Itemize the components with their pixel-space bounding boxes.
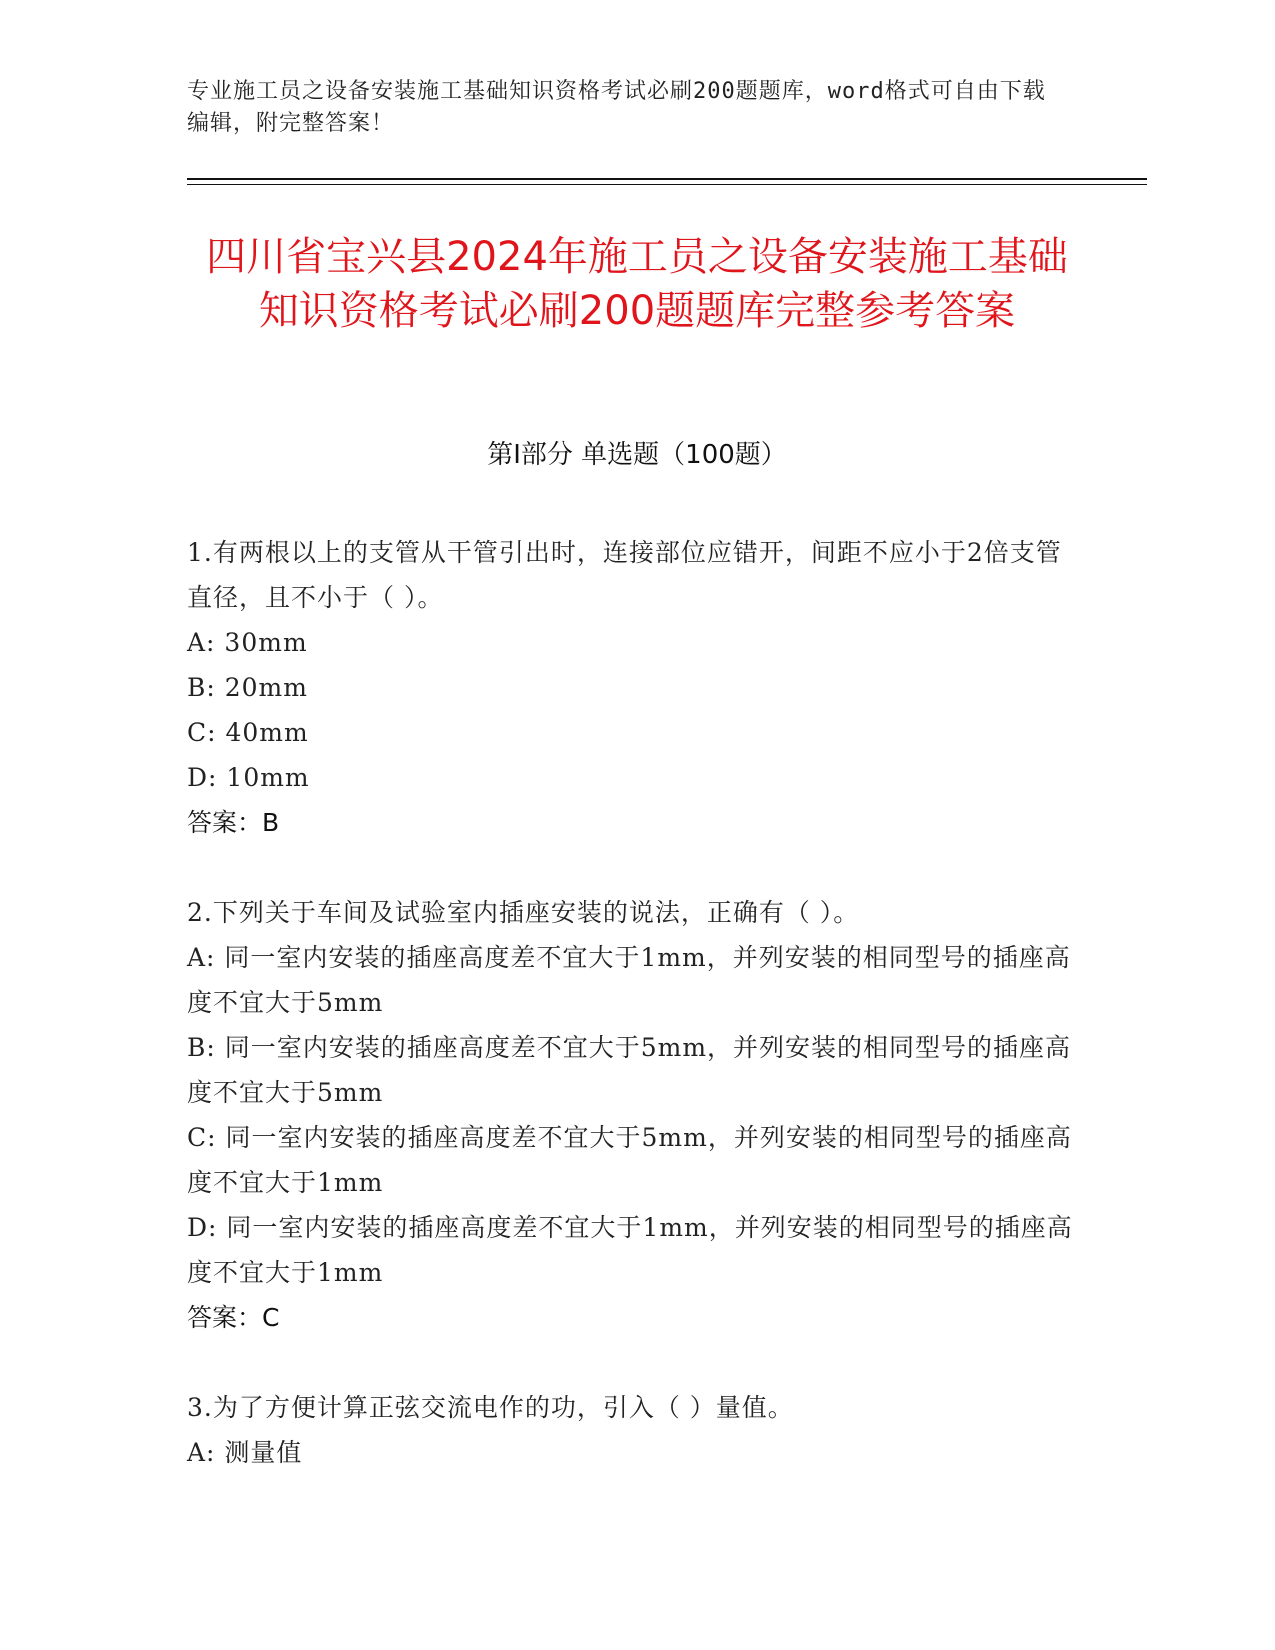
document-title: 四川省宝兴县2024年施工员之设备安装施工基础知识资格考试必刷200题题库完整参考答案 [206, 234, 1068, 334]
question-stem: 1.有两根以上的支管从干管引出时，连接部位应错开，间距不应小于2倍支管直径，且不小于（ ）。 [187, 538, 1062, 612]
question-list [187, 530, 1087, 1520]
answer-line: 答案：C [187, 1303, 280, 1332]
section-title: 第Ⅰ部分 单选题（100题） [487, 440, 787, 470]
answer-line: 答案：B [187, 808, 280, 837]
option-c: C: 40mm [187, 718, 309, 747]
question-3 [187, 1385, 1087, 1475]
option-d: D: 10mm [187, 763, 310, 792]
option-b: B: 同一室内安装的插座高度差不宜大于5mm，并列安装的相同型号的插座高度不宜大于5mm [187, 1033, 1072, 1107]
option-c: C: 同一室内安装的插座高度差不宜大于5mm，并列安装的相同型号的插座高度不宜大于1mm [187, 1123, 1072, 1197]
question-stem: 3.为了方便计算正弦交流电作的功，引入（ ）量值。 [187, 1393, 794, 1422]
question-2 [187, 890, 1087, 1340]
header-note: 专业施工员之设备安装施工基础知识资格考试必刷200题题库，word格式可自由下载编辑，附完整答案！ [187, 79, 1046, 136]
header-divider-thick [187, 178, 1147, 180]
question-1 [187, 530, 1087, 845]
option-d: D: 同一室内安装的插座高度差不宜大于1mm，并列安装的相同型号的插座高度不宜大于1mm [187, 1213, 1073, 1287]
option-a: A: 30mm [187, 628, 308, 657]
header-divider-thin [187, 184, 1147, 185]
option-b: B: 20mm [187, 673, 308, 702]
option-a: A: 测量值 [187, 1438, 303, 1467]
question-stem: 2.下列关于车间及试验室内插座安装的说法，正确有（ ）。 [187, 898, 860, 927]
option-a: A: 同一室内安装的插座高度差不宜大于1mm，并列安装的相同型号的插座高度不宜大于5mm [187, 943, 1071, 1017]
